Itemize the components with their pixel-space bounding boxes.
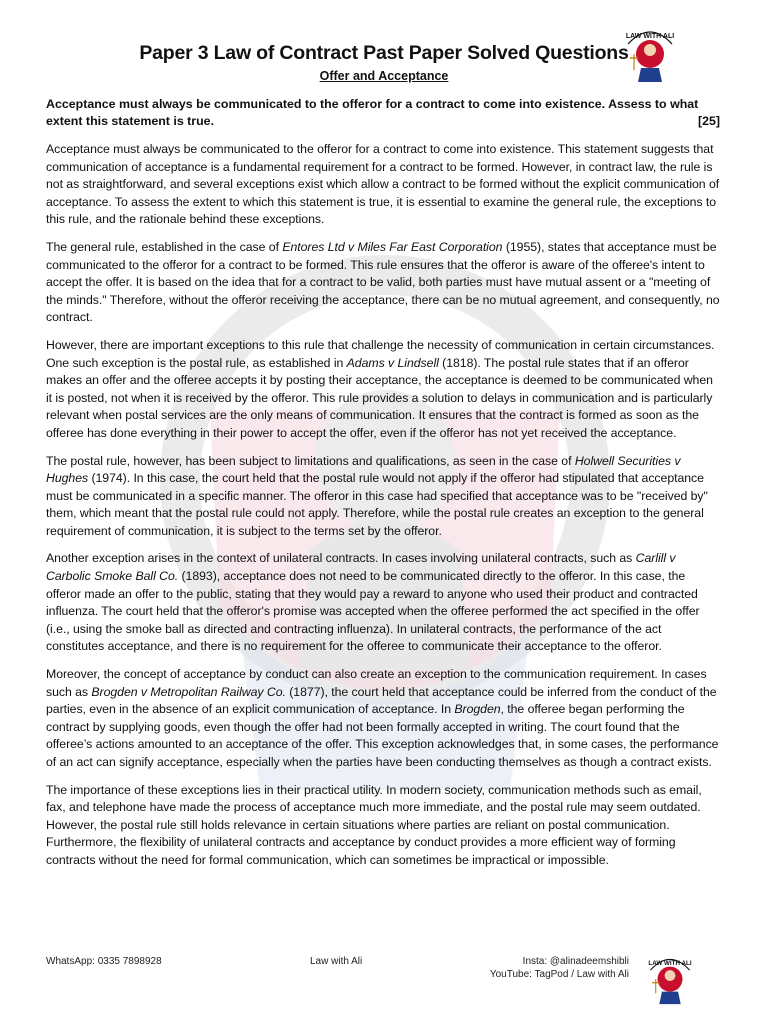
question-marks: [25]	[697, 114, 720, 128]
case-name: Carlill v Carbolic Smoke Ball Co.	[46, 551, 676, 584]
paragraph-3	[46, 337, 720, 443]
paragraph-7: The importance of these exceptions lies in their practical utility. In modern society, communication methods such as email, fax, and telephone have made the process of acceptance much more immediate, and the postal rule may seem outdated. However, the postal rule still holds relevance in certain situations where parties are reliant on postal communication. Furthermore, the flexibility of unilateral contracts and acceptance by conduct provides a more efficient way of forming contracts without the need for formal communication, which can sometimes be impractical or impossible.	[46, 782, 702, 867]
text-run: (1974). In this case, the court held that the postal rule would not apply if the offeror had stipulated that acceptance must be communicated in a specific manner. The offeror in this case had specified that acceptance was to be "received by" them, which meant that the postal rule could not apply. Therefore, while the postal rule creates an exception to the general requirement of communication, it is subject to the terms set by the offeror.	[46, 471, 708, 538]
case-name: Brogden	[454, 702, 501, 717]
text-run: , the offeree began performing the contract by supplying goods, even though the offer had not been formally accepted in writing. The court found that the offeree’s actions amounted to an acceptance of the offer. This exception acknowledges that, in some cases, the performance of an act can signify acceptance, especially when the parties have been conducting themselves as though a contract exists.	[46, 702, 719, 769]
text-run: (1893), acceptance does not need to be communicated directly to the offeror. In this case, the offeror made an offer to the public, stating that they would pay a reward to anyone who used their product and contracted influenza. The court held that the offeror's promise was accepted when the offeree performed the act specified in the offer (i.e., using the smoke ball as directed and contracting influenza). In unilateral contracts, the performance of the act constitutes acceptance, and there is no requirement for the offeree to communicate their acceptance to the offeror.	[46, 569, 700, 654]
footer-insta: Insta: @alinadeemshibli	[522, 956, 629, 967]
text-run: However, there are important exceptions to this rule that challenge the necessity of communication in certain circumstances. One such exception is the postal rule, as established in	[46, 337, 715, 370]
answer-body	[46, 141, 720, 880]
paragraph-1: Acceptance must always be communicated to the offeror for a contract to come into existence. This statement suggests that communication of acceptance is a fundamental requirement for a contract to be formed. However, in contract law, the rule is not as straightforward, and several exceptions exist which allow a contract to be formed without the explicit communication of acceptance. To assess the extent to which this statement is true, it is essential to examine the general rule, the exceptions to this rule, and the rationale behind these exceptions.	[46, 142, 720, 227]
footer-social	[481, 955, 629, 981]
footer-brand: Law with Ali	[310, 956, 363, 967]
case-name: Brogden v Metropolitan Railway Co.	[91, 684, 286, 699]
text-run: The postal rule, however, has been subject to limitations and qualifications, as seen in the case of	[46, 453, 575, 468]
footer-whatsapp: WhatsApp: 0335 7898928	[46, 956, 162, 967]
svg-text:LAW WITH ALI: LAW WITH ALI	[625, 33, 675, 40]
paragraph-6	[46, 666, 720, 772]
page-title: Paper 3 Law of Contract Past Paper Solved Questions	[139, 42, 629, 64]
svg-text:LAW WITH ALI: LAW WITH ALI	[648, 959, 692, 967]
question	[46, 96, 720, 130]
law-with-ali-logo-icon	[645, 952, 695, 1008]
paragraph-4	[46, 453, 720, 541]
text-run: Moreover, the concept of acceptance by conduct can also create an exception to the communication requirement. In cases such as	[46, 667, 707, 699]
text-run: Another exception arises in the context of unilateral contracts. In cases involving unilateral contracts, such as	[46, 551, 636, 566]
case-name: Entores Ltd v Miles Far East Corporation	[282, 239, 503, 254]
case-name: Holwell Securities v Hughes	[46, 453, 681, 486]
text-run: (1877), the court held that acceptance could be inferred from the conduct of the parties, even in the absence of an explicit communication of acceptance. In	[46, 684, 717, 717]
text-run: (1818). The postal rule states that if an offeror makes an offer and the offeree accepts it by posting their acceptance, the acceptance is deemed to be communicated when it is posted, not when it is received by the offeror. This rule provides a solution to delays in communication and is particularly relevant when postal services are the only means of communication. It ensures that the contract is formed as soon as the offeree has done everything in their power to accept the offer, even if the offeror has not yet received the acceptance.	[46, 355, 713, 440]
question-text: Acceptance must always be communicated to the offeror for a contract to come into existence. Assess to what extent this statement is true.	[46, 97, 699, 128]
text-run: The general rule, established in the case of	[46, 239, 283, 254]
paragraph-2	[46, 239, 720, 327]
case-name: Adams v Lindsell	[346, 355, 439, 370]
footer-youtube: YouTube: TagPod / Law with Ali	[489, 969, 629, 980]
paragraph-5	[46, 550, 720, 656]
page-subtitle: Offer and Acceptance	[319, 69, 449, 83]
text-run: (1955), states that acceptance must be communicated to the offeror for a contract to be formed. This rule ensures that the offeror is aware of the offeree's intent to accept the offer. It is based on the idea that for a contract to be valid, both parties must have mutual assent or a "meeting of the minds." Therefore, without the offeror receiving the acceptance, there can be no mutual agreement, and consequently, no contract.	[46, 239, 720, 325]
